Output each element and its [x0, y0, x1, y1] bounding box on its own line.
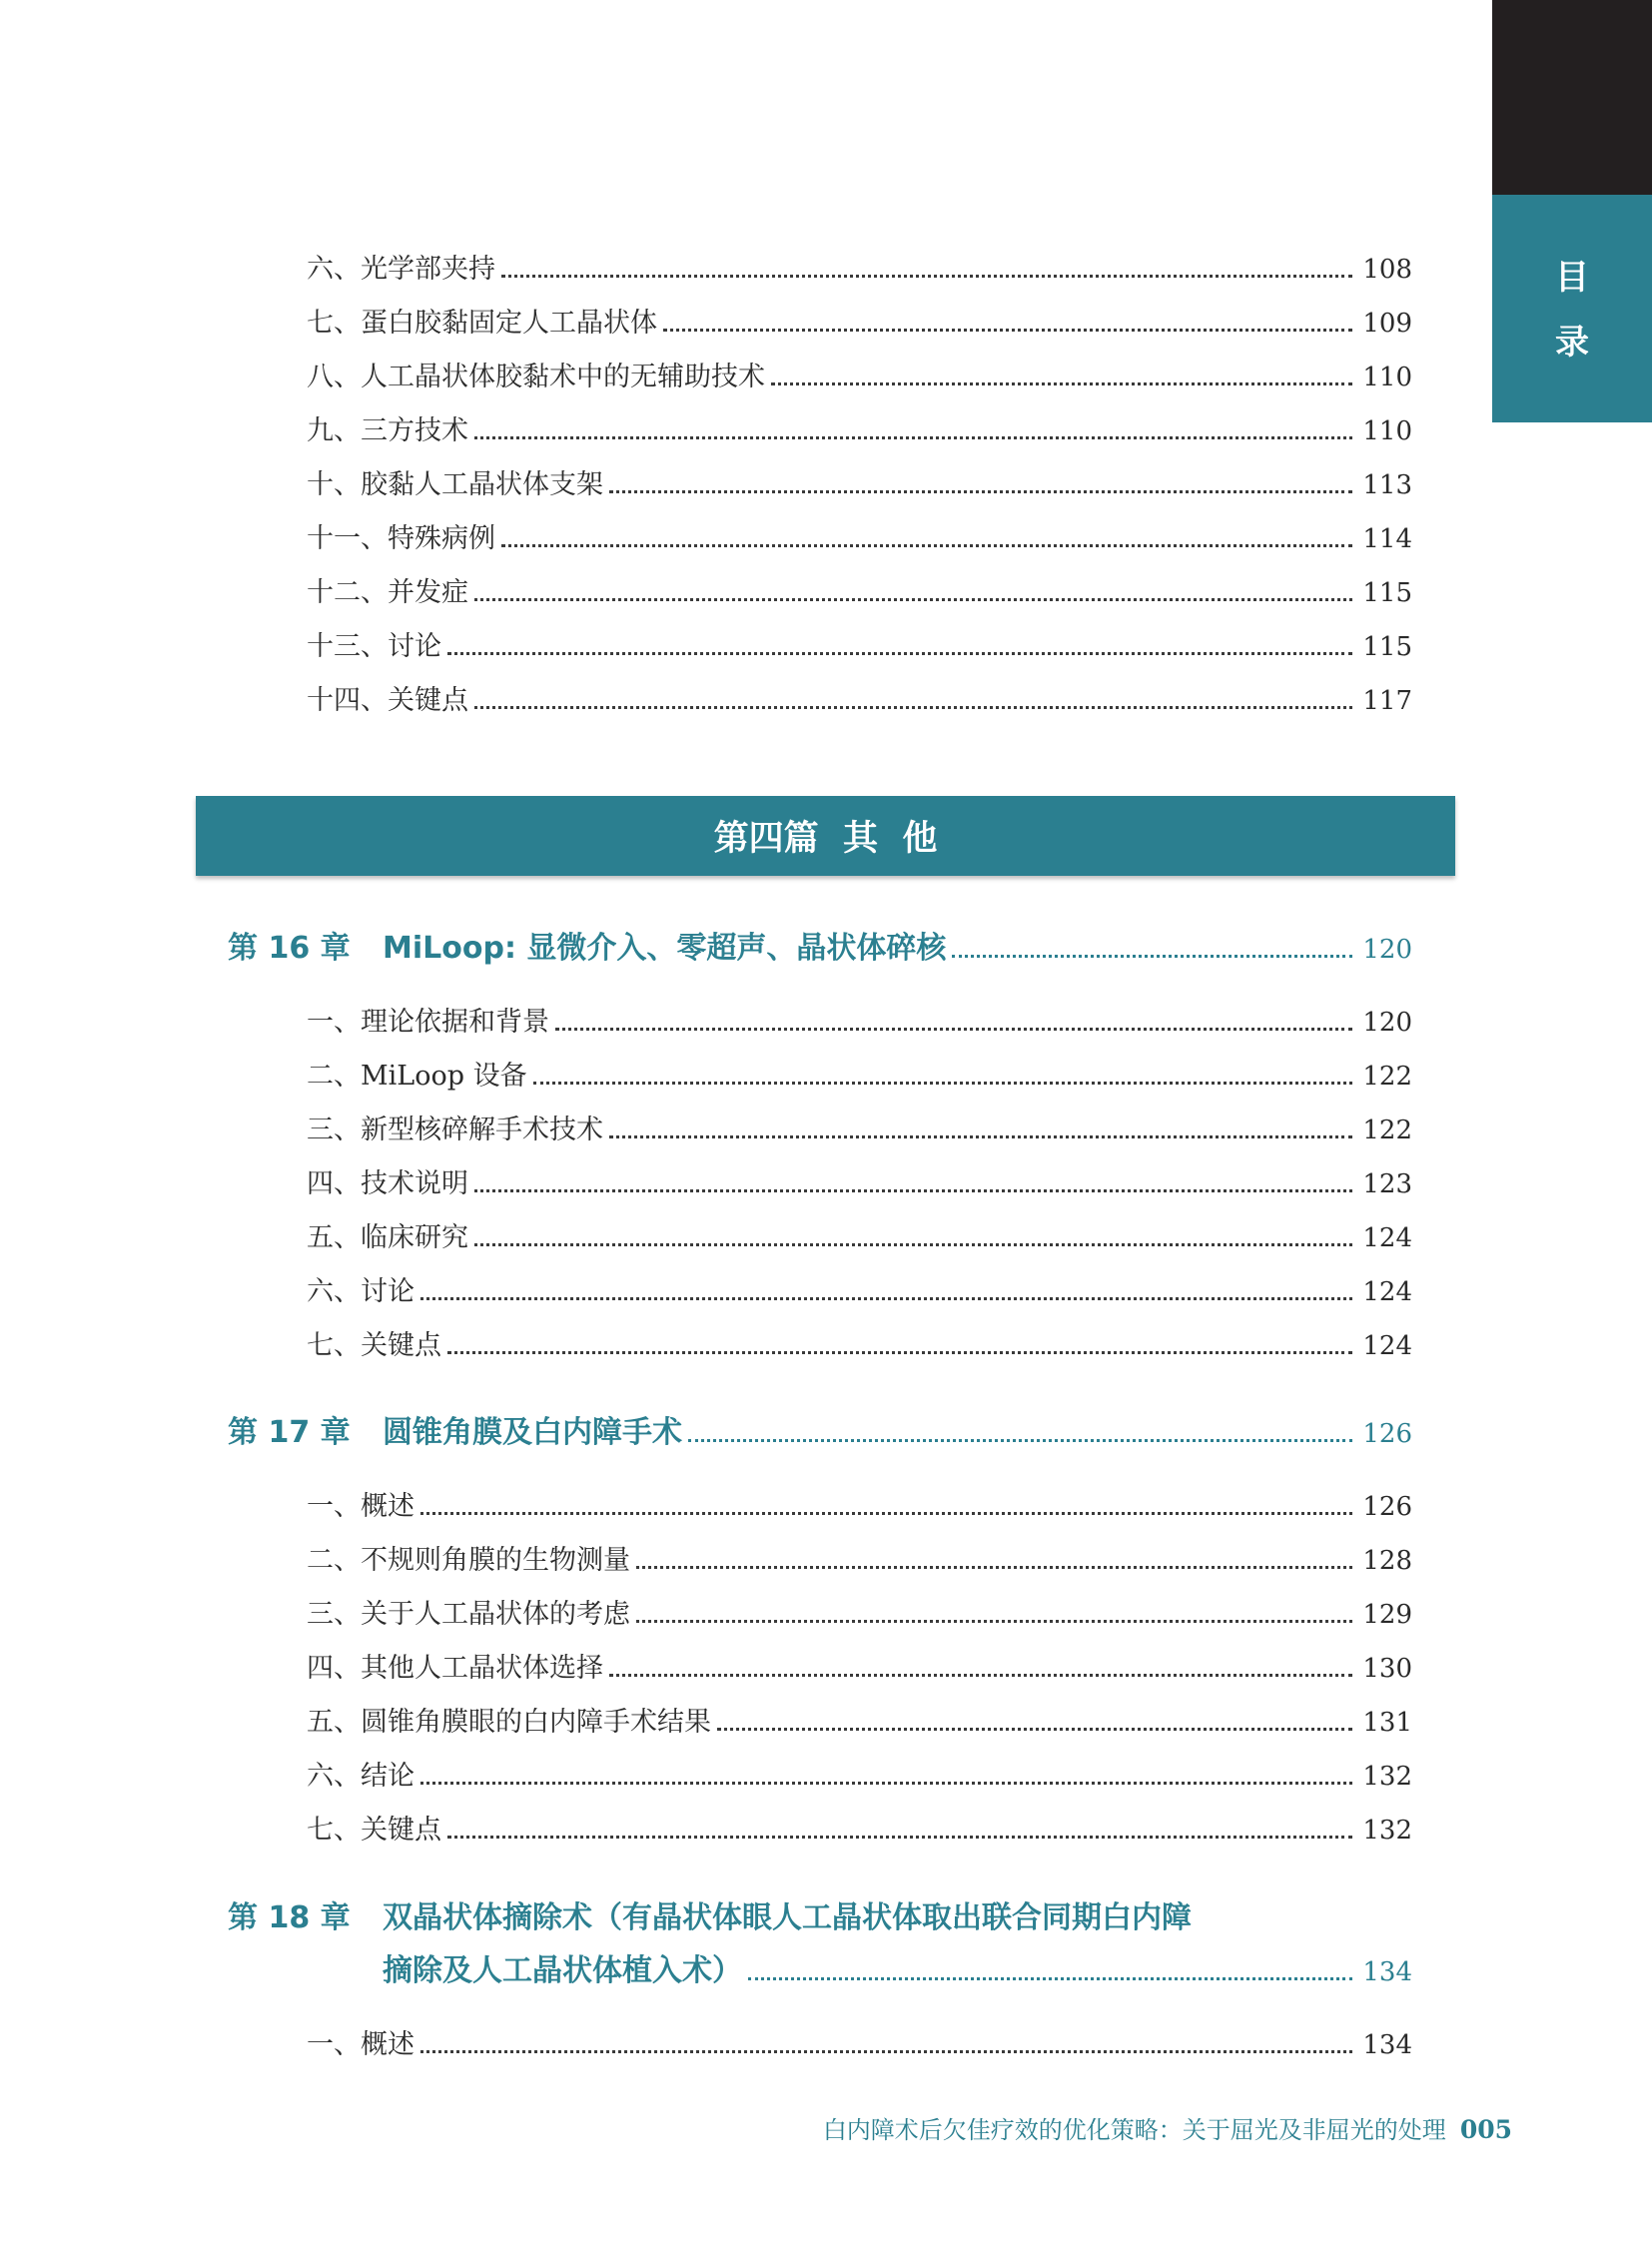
toc-item[interactable]	[307, 1646, 1412, 1686]
toc-item-page: 130	[1362, 1654, 1412, 1684]
toc-item[interactable]	[307, 355, 1412, 394]
toc-item[interactable]	[307, 1700, 1412, 1740]
part-banner: 第四篇 其 他	[196, 796, 1455, 876]
toc-item[interactable]	[307, 1323, 1412, 1363]
toc-item-page: 131	[1362, 1708, 1412, 1738]
toc-item-label: 一、概述	[307, 2029, 414, 2060]
toc-item-label: 七、关键点	[307, 1815, 441, 1846]
toc-item-page: 115	[1362, 578, 1412, 608]
dot-leader	[717, 1728, 1352, 1731]
toc-item-page: 124	[1362, 1223, 1412, 1253]
chapter-number: 第 18 章	[228, 1900, 351, 1935]
chapter-title-line2: 摘除及人工晶状体植入术）	[383, 1953, 742, 1988]
toc-item-label: 二、不规则角膜的生物测量	[307, 1545, 630, 1576]
toc-item-label: 十二、并发症	[307, 577, 468, 608]
dot-leader	[474, 598, 1352, 601]
toc-item-page: 110	[1362, 416, 1412, 446]
toc-item[interactable]	[307, 1808, 1412, 1848]
toc-item-label: 八、人工晶状体胶黏术中的无辅助技术	[307, 362, 765, 392]
dot-leader	[420, 1512, 1352, 1515]
dot-leader	[663, 329, 1352, 332]
toc-item-page: 124	[1362, 1277, 1412, 1307]
toc-item[interactable]	[307, 1754, 1412, 1794]
dot-leader	[447, 1351, 1352, 1354]
toc-item-page: 122	[1362, 1116, 1412, 1145]
chapter-title: MiLoop: 显微介入、零超声、晶状体碎核	[383, 931, 947, 966]
toc-item[interactable]	[307, 1269, 1412, 1309]
toc-side-tab	[1492, 195, 1652, 422]
toc-item-label: 七、关键点	[307, 1330, 441, 1361]
toc-item-label: 九、三方技术	[307, 415, 468, 446]
toc-item-label: 四、技术说明	[307, 1168, 468, 1199]
toc-item-label: 五、圆锥角膜眼的白内障手术结果	[307, 1707, 711, 1738]
chapter-heading[interactable]	[228, 923, 1412, 967]
page-footer	[823, 2110, 1512, 2145]
dot-leader	[474, 436, 1352, 439]
dot-leader	[533, 1082, 1353, 1085]
footer-book-title: 白内障术后欠佳疗效的优化策略：关于屈光及非屈光的处理	[822, 2116, 1446, 2144]
toc-item[interactable]	[307, 570, 1412, 610]
dot-leader	[420, 1297, 1352, 1300]
toc-item[interactable]	[307, 1108, 1412, 1147]
side-tab-char-1: 目	[1555, 258, 1589, 298]
dot-leader	[474, 706, 1352, 709]
toc-item-page: 128	[1362, 1546, 1412, 1576]
toc-item-page: 134	[1362, 2030, 1412, 2060]
toc-item-label: 三、新型核碎解手术技术	[307, 1115, 603, 1145]
dot-leader	[636, 1566, 1352, 1569]
toc-item[interactable]	[307, 2022, 1412, 2062]
toc-item[interactable]	[307, 301, 1412, 341]
toc-item[interactable]	[307, 1161, 1412, 1201]
toc-item[interactable]	[307, 516, 1412, 556]
toc-item-label: 七、蛋白胶黏固定人工晶状体	[307, 308, 657, 339]
toc-item-page: 108	[1362, 255, 1412, 285]
dot-leader	[609, 490, 1352, 493]
side-tab-char-2: 录	[1555, 323, 1589, 363]
toc-item-page: 117	[1362, 686, 1412, 716]
toc-item-label: 一、理论依据和背景	[307, 1007, 549, 1038]
toc-item-page: 115	[1362, 632, 1412, 662]
toc-item-page: 132	[1362, 1816, 1412, 1846]
chapter-heading[interactable]	[228, 1407, 1412, 1451]
toc-item-label: 六、讨论	[307, 1276, 414, 1307]
toc-item-page: 123	[1362, 1169, 1412, 1199]
toc-item[interactable]	[307, 1538, 1412, 1578]
toc-item[interactable]	[307, 1000, 1412, 1040]
toc-item-page: 126	[1362, 1492, 1412, 1522]
toc-item[interactable]	[307, 678, 1412, 718]
toc-item-page: 120	[1362, 1008, 1412, 1038]
toc-item-label: 十、胶黏人工晶状体支架	[307, 469, 603, 500]
toc-item[interactable]	[307, 1592, 1412, 1632]
toc-item-page: 122	[1362, 1062, 1412, 1092]
dot-leader	[771, 382, 1352, 385]
toc-item-label: 一、概述	[307, 1491, 414, 1522]
toc-item-label: 六、结论	[307, 1761, 414, 1792]
toc-item-page: 109	[1362, 309, 1412, 339]
toc-item[interactable]	[307, 247, 1412, 287]
toc-item[interactable]	[307, 1215, 1412, 1255]
toc-item-page: 114	[1362, 524, 1412, 554]
dot-leader	[474, 1243, 1352, 1246]
toc-item-label: 三、关于人工晶状体的考虑	[307, 1599, 630, 1630]
toc-item-label: 十一、特殊病例	[307, 523, 495, 554]
chapter-title-line1: 双晶状体摘除术（有晶状体眼人工晶状体取出联合同期白内障	[383, 1900, 1192, 1935]
dot-leader	[609, 1135, 1352, 1138]
toc-item-page: 110	[1362, 363, 1412, 392]
toc-item-page: 113	[1362, 470, 1412, 500]
dot-leader	[501, 275, 1352, 278]
dot-leader	[447, 652, 1352, 655]
dot-leader	[420, 1782, 1352, 1785]
chapter-page: 134	[1362, 1957, 1412, 1987]
toc-item-page: 124	[1362, 1331, 1412, 1361]
dot-leader	[555, 1028, 1352, 1031]
chapter-heading-line1[interactable]	[228, 1892, 1192, 1936]
chapter-page: 120	[1362, 935, 1412, 965]
toc-item[interactable]	[307, 462, 1412, 502]
footer-page-number: 005	[1459, 2115, 1512, 2144]
toc-item-label: 六、光学部夹持	[307, 254, 495, 285]
toc-item[interactable]	[307, 1484, 1412, 1524]
toc-item-label: 十四、关键点	[307, 685, 468, 716]
dot-leader	[952, 955, 1352, 958]
dot-leader	[420, 2050, 1352, 2053]
toc-item-label: 四、其他人工晶状体选择	[307, 1653, 603, 1684]
chapter-page: 126	[1362, 1419, 1412, 1449]
dot-leader	[636, 1620, 1352, 1623]
toc-item-label: 十三、讨论	[307, 631, 441, 662]
corner-block	[1492, 0, 1652, 195]
toc-item[interactable]	[307, 408, 1412, 448]
toc-item-page: 132	[1362, 1762, 1412, 1792]
chapter-number: 第 17 章	[228, 1415, 351, 1450]
dot-leader	[501, 544, 1352, 547]
chapter-number: 第 16 章	[228, 931, 351, 966]
chapter-title: 圆锥角膜及白内障手术	[383, 1415, 682, 1450]
toc-item[interactable]	[307, 624, 1412, 664]
dot-leader	[609, 1674, 1352, 1677]
dot-leader	[748, 1977, 1352, 1980]
toc-item-label: 二、MiLoop 设备	[307, 1061, 527, 1092]
chapter-heading-line2[interactable]	[228, 1945, 1412, 1989]
toc-item-page: 129	[1362, 1600, 1412, 1630]
dot-leader	[447, 1836, 1352, 1839]
dot-leader	[474, 1189, 1352, 1192]
dot-leader	[688, 1439, 1352, 1442]
toc-item[interactable]	[307, 1054, 1412, 1094]
toc-item-label: 五、临床研究	[307, 1222, 468, 1253]
